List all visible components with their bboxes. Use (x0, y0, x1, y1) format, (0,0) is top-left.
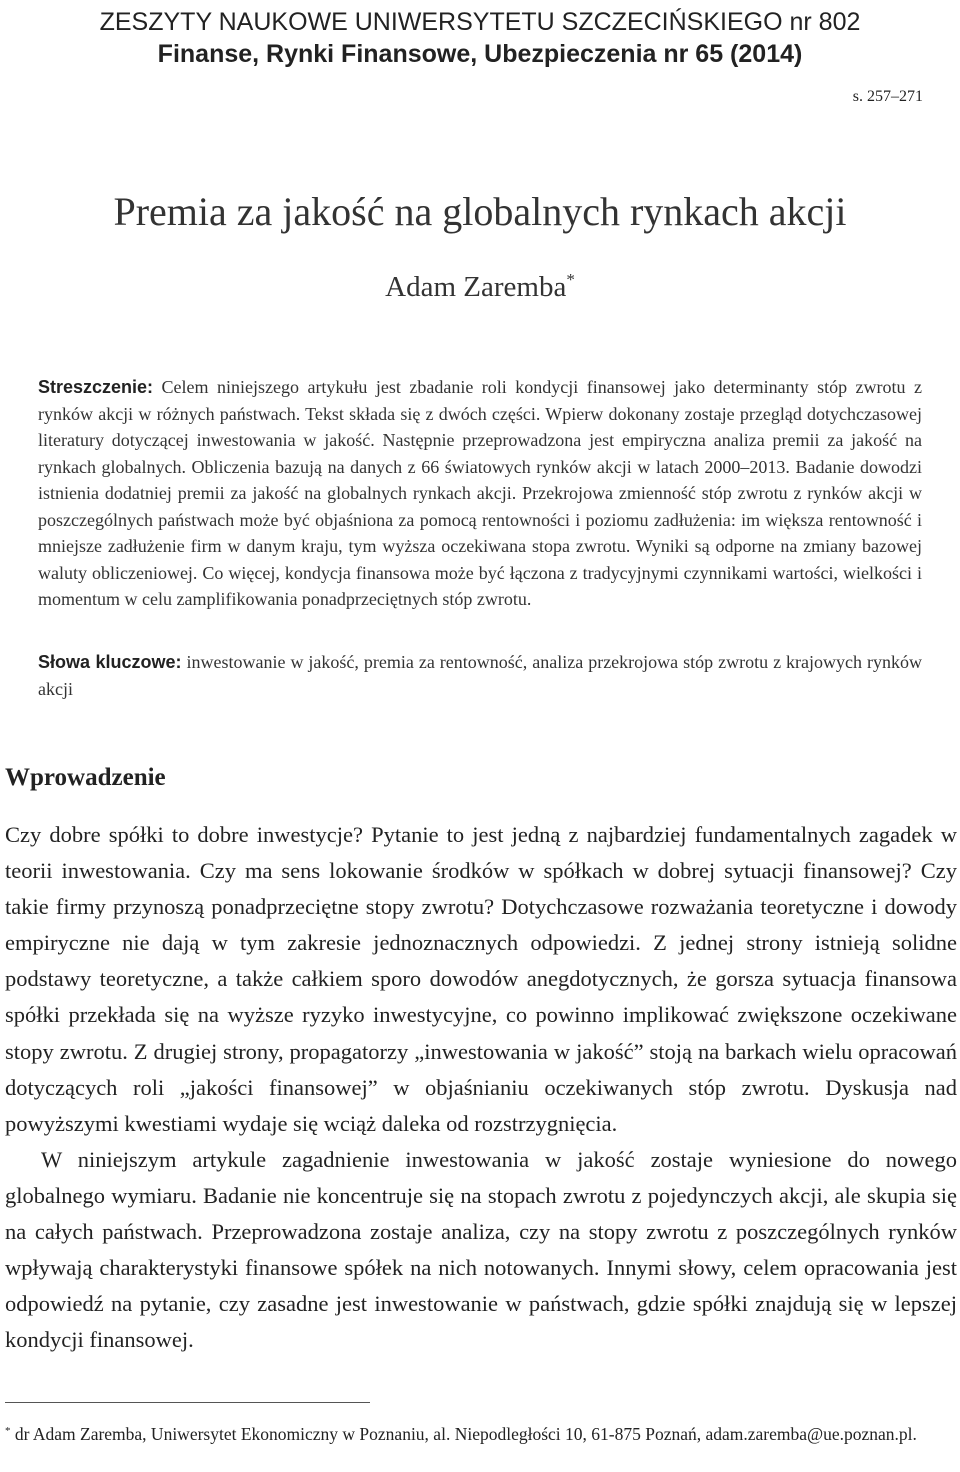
journal-header (85, 6, 875, 70)
journal-name: Finanse, Rynki Finansowe, Ubezpieczenia nr 65 (2014) (157, 40, 803, 68)
article-title: Premia za jakość na globalnych rynkach akcji (113, 189, 847, 234)
section-body (5, 817, 957, 1358)
paragraph: W niniejszym artykule zagadnienie inwestowania w jakość zostaje wyniesione do nowego globalnego wymiaru. Badanie nie koncentruje się na stopach zwrotu z pojedynczych akcji, ale skupia się na całych państwach. Przeprowadzona zostaje analiza, czy na stopy zwrotu z poszczególnych rynków wpływają charakterystyki finansowe spółek na nich notowanych. Innymi słowy, celem opracowania jest odpowiedź na pytanie, czy zasadne jest inwestowanie w państwach, gdzie spółki znajdują się w lepszej kondycji finansowej. (5, 1146, 957, 1353)
keywords-text: inwestowanie w jakość, premia za rentowność, analiza przekrojowa stóp zwrotu z krajowych rynków akcji (38, 652, 922, 699)
abstract-text: Celem niniejszego artykułu jest zbadanie roli kondycji finansowej jako determinanty stóp zwrotu z rynków akcji w różnych państwach. Tekst składa się z dwóch części. Wpierw dokonany zostaje przegląd dotychczasowej literatury dotyczącej inwestowania w jakość. Następnie przeprowadzona jest empiryczna analiza premii za jakość na rynkach globalnych. Obliczenia bazują na danych z 66 światowych rynków akcji w latach 2000–2013. Badanie dowodzi istnienia dodatniej premii za jakość na globalnych rynkach akcji. Przekrojowa zmienność stóp zwrotu z rynków akcji w poszczególnych państwach może być objaśniona za pomocą rentowności i poziomu zadłużenia: im większa rentowność i mniejsze zadłużenie firm w danym kraju, tym wyższa oczekiwana stopa zwrotu. Wyniki są odporne na zmiany bazowej waluty obliczeniowej. Co więcej, kondycja finansowa może być łączona z tradycyjnymi czynnikami wartości, wielkości i momentum w celu zamplifikowania ponadprzeciętnych stóp zwrotu. (38, 377, 923, 609)
section-heading: Wprowadzenie (5, 764, 166, 791)
abstract-label: Streszczenie: (38, 377, 154, 397)
footnote (5, 1419, 957, 1446)
abstract (38, 374, 922, 613)
journal-series: ZESZYTY NAUKOWE UNIWERSYTETU SZCZECIŃSKIEGO nr 802 (99, 8, 861, 36)
page-range: s. 257–271 (852, 88, 923, 105)
footnote-mark: * (5, 1425, 11, 1437)
footnote-text: dr Adam Zaremba, Uniwersytet Ekonomiczny w Poznaniu, al. Niepodległości 10, 61-875 Poznań, adam.zaremba@ue.poznan.pl. (14, 1424, 917, 1444)
paragraph: Czy dobre spółki to dobre inwestycje? Pytanie to jest jedną z najbardziej fundamentalnych zagadek w teorii inwestowania. Czy ma sens lokowanie środków w spółkach w dobrej sytuacji finansowej? Czy takie firmy przynoszą ponadprzeciętne stopy zwrotu? Dotychczasowe rozważania teoretyczne i dowody empiryczne nie dają w tym zakresie jednoznacznych odpowiedzi. Z jednej strony istnieją solidne podstawy teoretyczne, a także całkiem sporo dowodów anegdotycznych, że gorsza sytuacja finansowa spółki przekłada się na wyższe ryzyko inwestycyjne, co powinno implikować zwiększone oczekiwane stopy zwrotu. Z drugiej strony, propagatorzy „inwestowania w jakość” stoją na barkach wielu opracowań dotyczących roli „jakości finansowej” w objaśnianiu oczekiwanych stóp zwrotu. Dyskusja nad powyższymi kwestiami wydaje się wciąż daleka od rozstrzygnięcia. (5, 822, 957, 1136)
author-name: Adam Zaremba (385, 271, 567, 303)
keywords (38, 649, 922, 702)
article-author (0, 270, 960, 304)
keywords-label: Słowa kluczowe: (38, 652, 182, 672)
author-footnote-mark: * (566, 270, 575, 289)
footnote-divider (5, 1402, 370, 1403)
